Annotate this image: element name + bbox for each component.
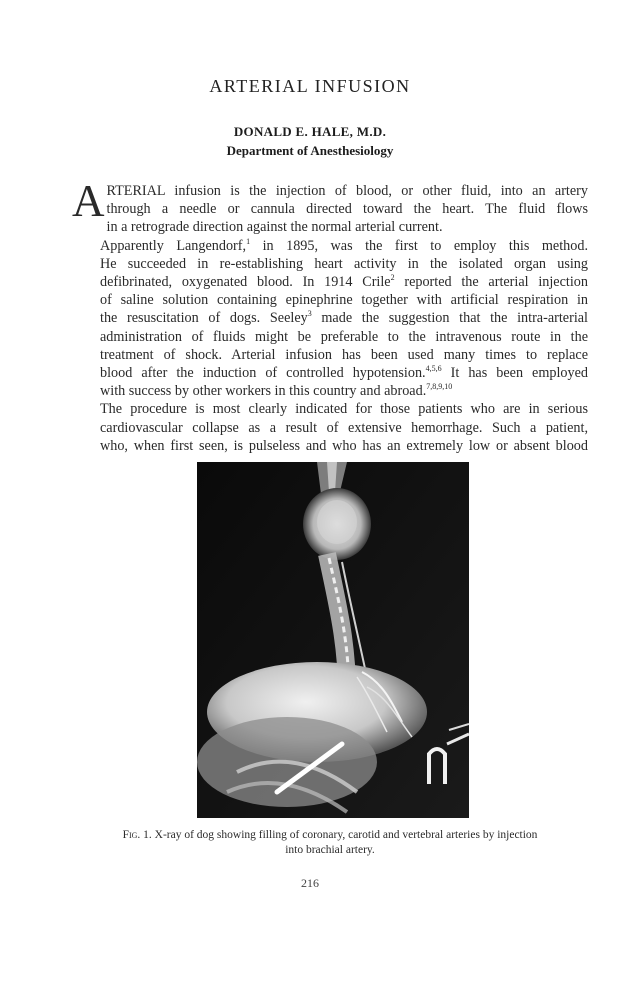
text-line: the resuscitation of dogs. Seeley$^3$ made the suggestion that the intra-arterial	[100, 309, 588, 327]
caption-line: into brachial artery.	[285, 844, 375, 856]
paragraph-2	[72, 237, 588, 401]
text-line: RTERIAL infusion is the injection of blood, or other fluid, into an artery	[106, 183, 588, 199]
author-department: Department of Anesthesiology	[226, 143, 394, 158]
text-line: Apparently Langendorf,$^1$ in 1895, was the first to employ this method.	[100, 236, 588, 254]
drop-cap: A	[72, 176, 105, 226]
reference-superscript: 3	[307, 309, 312, 319]
article-title: ARTERIAL INFUSION	[209, 76, 411, 96]
reference-superscript: 7,8,9,10	[426, 382, 453, 392]
text-line: in a retrograde direction against the normal arterial current.	[106, 219, 443, 236]
text-line: with success by other workers in this country and abroad.$^{7,8,9,10}$	[100, 382, 453, 400]
xray-image	[197, 462, 469, 818]
text-line: of saline solution containing epinephrine together with artificial respiration in	[100, 292, 588, 309]
text-line: defibrinated, oxygenated blood. In 1914 Crile$^2$ reported the arterial injection	[100, 273, 588, 291]
figure-label: Fig. 1.	[122, 829, 152, 841]
text-line: treatment of shock. Arterial infusion has been used many times to replace	[100, 346, 588, 363]
article-body	[72, 176, 589, 455]
text-line: who, when first seen, is pulseless and who has an extremely low or absent blood	[100, 437, 588, 454]
paragraph-1	[72, 176, 588, 237]
reference-superscript: 2	[390, 273, 395, 283]
text-line: He succeeded in re-establishing heart activity in the isolated organ using	[100, 255, 588, 272]
author-name: DONALD E. HALE, M.D.	[233, 124, 387, 139]
caption-line: Fig. 1. X-ray of dog showing filling of coronary, carotid and vertebral arteries by injection	[122, 829, 538, 841]
text-line: blood after the induction of controlled hypotension.$^{4,5,6}$ It has been employed	[100, 364, 589, 382]
text-line: administration of fluids might be preferable to the intravenous route in the	[100, 328, 588, 345]
xray-figure	[197, 462, 469, 818]
figure-caption	[72, 828, 588, 858]
reference-superscript: 1	[246, 236, 251, 246]
reference-superscript: 4,5,6	[425, 364, 442, 374]
text-line: cardiovascular collapse as a result of extensive hemorrhage. Such a patient,	[100, 419, 588, 436]
page-number: 216	[301, 876, 319, 890]
text-line: The procedure is most clearly indicated for those patients who are in serious	[100, 401, 588, 418]
text-line: through a needle or cannula directed toward the heart. The fluid flows	[106, 201, 588, 218]
paragraph-3	[72, 400, 588, 455]
